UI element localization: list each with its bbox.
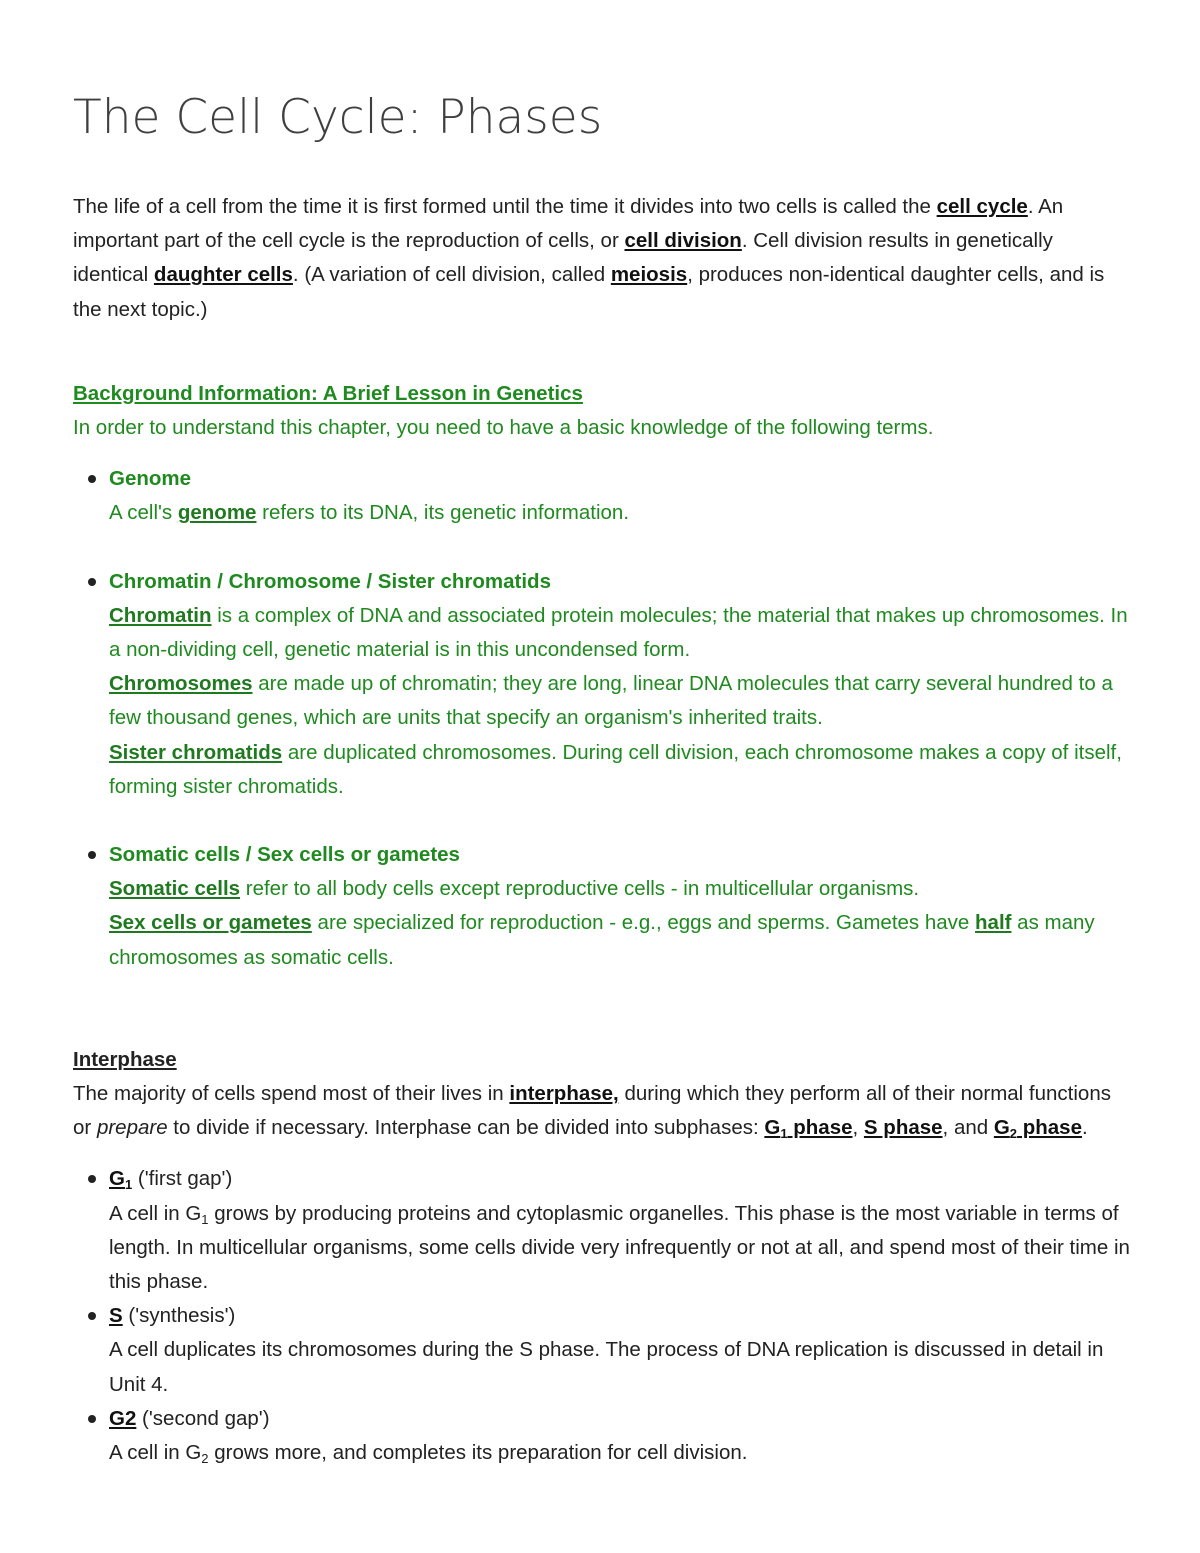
interphase-section	[73, 1043, 1133, 1470]
genome-text-2: refers to its DNA, its genetic information.	[256, 501, 630, 525]
interphase-paragraph	[73, 1077, 1133, 1145]
g1-term-sub: 1	[124, 1177, 133, 1193]
g1-label: ('first gap')	[132, 1167, 233, 1191]
term-sex-cells: Sex cells or gametes	[109, 911, 312, 935]
interphase-end: .	[1081, 1116, 1088, 1140]
term-chromatin: Chromatin	[109, 603, 212, 627]
term-sister-chromatids: Sister chromatids	[109, 740, 283, 764]
list-item-chromatin	[109, 565, 1133, 804]
term-cell-division: cell division	[624, 229, 742, 253]
s-label: ('synthesis')	[122, 1304, 236, 1328]
interphase-subphase-list	[73, 1162, 1133, 1470]
chromatin-text-3: are duplicated chromosomes. During cell division, each chromosome makes a copy of itself, forming sister chromatids.	[109, 740, 1122, 798]
term-meiosis: meiosis	[610, 263, 688, 287]
interphase-text-1: The majority of cells spend most of their lives in	[73, 1082, 510, 1106]
g2-label: ('second gap')	[136, 1406, 270, 1430]
list-item-g2	[109, 1402, 1133, 1470]
emphasis-prepare: prepare	[96, 1116, 168, 1140]
g1-desc-2: grows by producing proteins and cytoplasmic organelles. This phase is the most variable in terms of length. In multicellular organisms, some cells divide very infrequently or not at all, and spend most of their time in this phase.	[109, 1201, 1130, 1294]
intro-text-1: The life of a cell from the time it is first formed until the time it divides into two cells is called the	[73, 195, 937, 218]
term-s: S	[109, 1304, 123, 1328]
term-interphase: interphase,	[509, 1082, 619, 1106]
intro-paragraph	[73, 190, 1133, 327]
page-title: The Cell Cycle: Phases	[73, 90, 603, 145]
chromatin-text-2: are made up of chromatin; they are long, linear DNA molecules that carry several hundred to a few thousand genes, which are units that specify an organism's inherited traits.	[109, 672, 1113, 730]
intro-text-2: . An important part of the cell cycle is the reproduction of cells, or	[73, 195, 1064, 253]
document-page	[73, 88, 1133, 1470]
term-genome: genome	[177, 501, 257, 525]
interphase-comma: ,	[852, 1116, 864, 1140]
somatic-text-3: as many chromosomes as somatic cells.	[109, 911, 1095, 969]
somatic-text-1: refer to all body cells except reproductive cells - in multicellular organisms.	[240, 877, 920, 901]
term-s-phase: S phase	[863, 1116, 943, 1140]
genome-text-1: A cell's	[109, 501, 178, 525]
term-somatic-cells: Somatic cells	[109, 877, 241, 901]
term-heading-genome: Genome	[109, 467, 192, 491]
list-item-genome	[109, 462, 1133, 530]
background-term-list	[73, 462, 1133, 975]
background-lead: In order to understand this chapter, you need to have a basic knowledge of the following terms.	[73, 416, 934, 440]
g2-desc-1: A cell in G	[109, 1441, 202, 1465]
g1-term-main: G	[109, 1167, 125, 1191]
intro-text-5: , produces non-identical daughter cells, and is the next topic.)	[73, 263, 1105, 321]
chromatin-text-1: is a complex of DNA and associated protein molecules; the material that makes up chromosomes. In a non-dividing cell, genetic material is in this uncondensed form.	[109, 603, 1128, 662]
intro-text-4: . (A variation of cell division, called	[292, 263, 611, 287]
term-cell-cycle: cell cycle	[936, 195, 1028, 218]
g2-phase-rest: phase	[1017, 1116, 1082, 1140]
background-section	[73, 377, 1133, 975]
g1-desc-sub: 1	[201, 1211, 209, 1227]
g2-phase-sub: 2	[1009, 1126, 1018, 1142]
g2-desc-sub: 2	[201, 1451, 209, 1467]
list-item-g1	[109, 1162, 1133, 1299]
g1-phase-sub: 1	[780, 1126, 788, 1142]
interphase-text-2: during which they perform all of their normal functions or	[73, 1082, 1111, 1140]
intro-text-3: . Cell division results in genetically identical	[73, 229, 1053, 287]
background-heading: Background Information: A Brief Lesson in Genetics	[73, 381, 583, 405]
interphase-heading: Interphase	[73, 1047, 177, 1071]
interphase-and: , and	[942, 1116, 994, 1140]
interphase-text-3: to divide if necessary. Interphase can be divided into subphases:	[167, 1116, 765, 1140]
term-heading-chromatin: Chromatin / Chromosome / Sister chromatids	[109, 569, 551, 593]
list-item-s	[109, 1299, 1133, 1402]
g2-phase-main: G	[993, 1116, 1010, 1140]
term-half: half	[975, 911, 1012, 935]
g2-desc-2: grows more, and completes its preparation for cell division.	[208, 1441, 748, 1465]
term-g1	[109, 1167, 133, 1193]
s-desc: A cell duplicates its chromosomes during the S phase. The process of DNA replication is discussed in detail in Unit 4.	[109, 1338, 1104, 1396]
list-item-somatic	[109, 838, 1133, 975]
somatic-text-2: are specialized for reproduction - e.g., eggs and sperms. Gametes have	[311, 911, 976, 935]
term-chromosomes: Chromosomes	[109, 672, 253, 696]
term-daughter-cells: daughter cells	[153, 263, 293, 287]
term-g1-phase	[764, 1116, 853, 1142]
g1-phase-rest: phase	[787, 1116, 853, 1140]
g1-desc-1: A cell in G	[109, 1201, 202, 1225]
term-g2-phase	[993, 1116, 1082, 1142]
term-heading-somatic: Somatic cells / Sex cells or gametes	[109, 843, 460, 867]
term-g2: G2	[109, 1406, 137, 1430]
g1-phase-main: G	[764, 1116, 781, 1140]
